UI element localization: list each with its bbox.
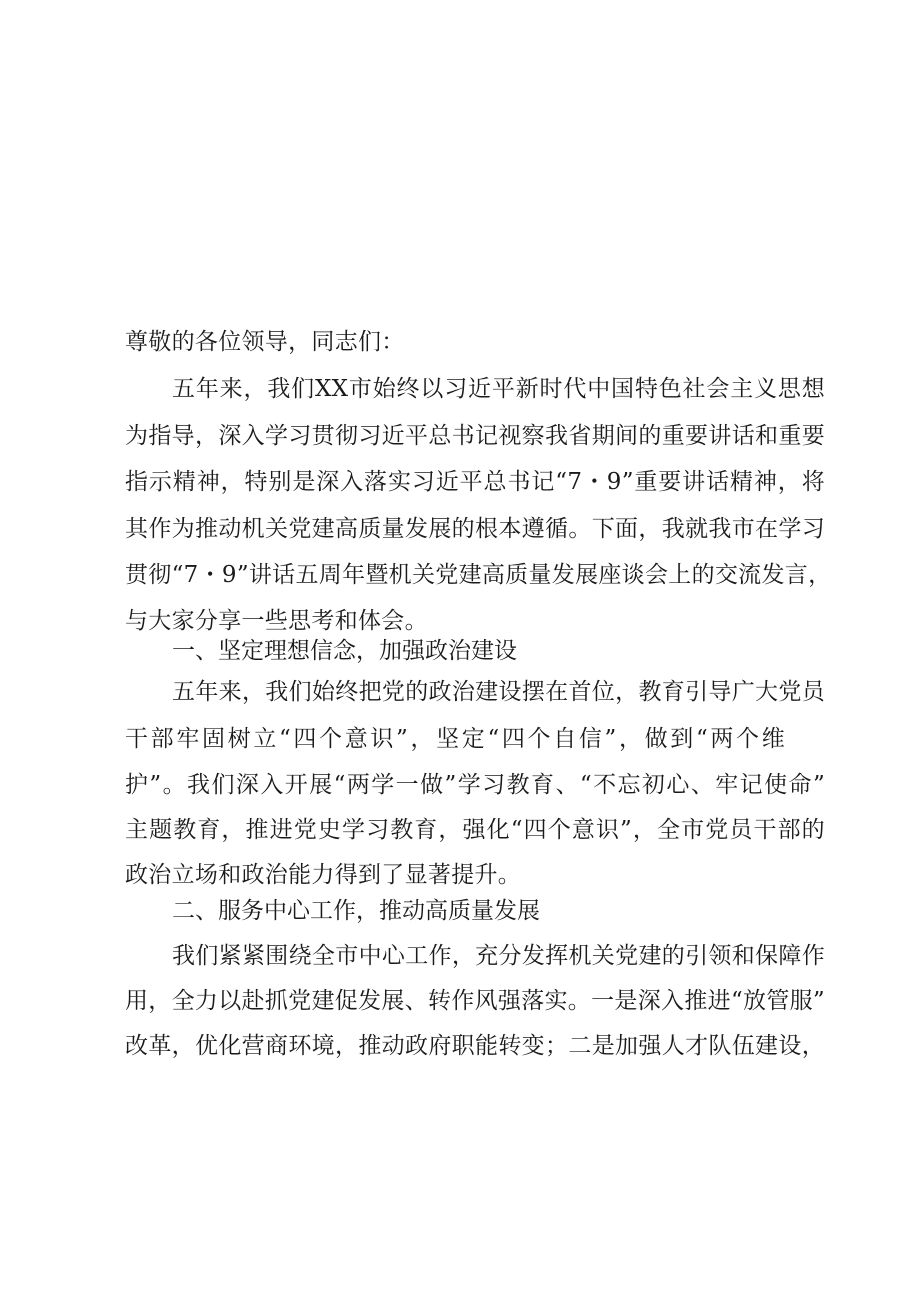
section-1-line-2-text: 干部牢固树立“四个意识”，坚定“四个自信”，做到“两个维 xyxy=(125,726,785,752)
section-2-line-3-text: 改革，优化营商环境，推动政府职能转变；二是加强人才队伍建设， xyxy=(125,1033,825,1059)
intro-line-5 xyxy=(125,560,832,590)
section-1-line-3 xyxy=(125,770,825,800)
section-1-heading: 一、坚定理想信念，加强政治建设 xyxy=(172,638,517,664)
intro-line-3-text: 指示精神，特别是深入落实习近平总书记“7・9”重要讲话精神，将 xyxy=(125,469,825,495)
section-2-line-1 xyxy=(172,941,825,971)
section-1-line-4 xyxy=(125,815,825,845)
section-2-heading: 二、服务中心工作，推动高质量发展 xyxy=(172,898,540,924)
section-2-line-1-text: 我们紧紧围绕全市中心工作，充分发挥机关党建的引领和保障作 xyxy=(172,943,825,969)
intro-line-3 xyxy=(125,467,825,497)
section-1-line-4-text: 主题教育，推进党史学习教育，强化“四个意识”，全市党员干部的 xyxy=(125,817,825,843)
section-1-line-5: 政治立场和政治能力得到了显著提升。 xyxy=(125,862,522,888)
section-2-line-2-text: 用，全力以赴抓党建促发展、转作风强落实。一是深入推进“放管服” xyxy=(125,988,825,1014)
intro-line-2 xyxy=(125,421,825,451)
intro-line-1 xyxy=(172,374,825,404)
section-1-line-1 xyxy=(172,677,825,707)
intro-line-4-text: 其作为推动机关党建高质量发展的根本遵循。下面，我就我市在学习 xyxy=(125,516,825,542)
section-1-line-3-text: 护”。我们深入开展“两学一做”学习教育、“不忘初心、牢记使命” xyxy=(125,772,825,798)
intro-line-4 xyxy=(125,514,825,544)
intro-line-5-text: 贯彻“7・9”讲话五周年暨机关党建高质量发展座谈会上的交流发言， xyxy=(125,562,832,588)
intro-line-2-text: 为指导，深入学习贯彻习近平总书记视察我省期间的重要讲话和重要 xyxy=(125,423,825,449)
intro-line-1-text: 五年来，我们XX市始终以习近平新时代中国特色社会主义思想 xyxy=(172,376,825,402)
section-2-line-3 xyxy=(125,1031,825,1061)
section-1-line-2 xyxy=(125,724,785,754)
section-2-line-2 xyxy=(125,986,825,1016)
salutation: 尊敬的各位领导，同志们： xyxy=(125,329,405,355)
intro-line-6: 与大家分享一些思考和体会。 xyxy=(125,608,428,634)
section-1-line-1-text: 五年来，我们始终把党的政治建设摆在首位，教育引导广大党员 xyxy=(172,679,825,705)
